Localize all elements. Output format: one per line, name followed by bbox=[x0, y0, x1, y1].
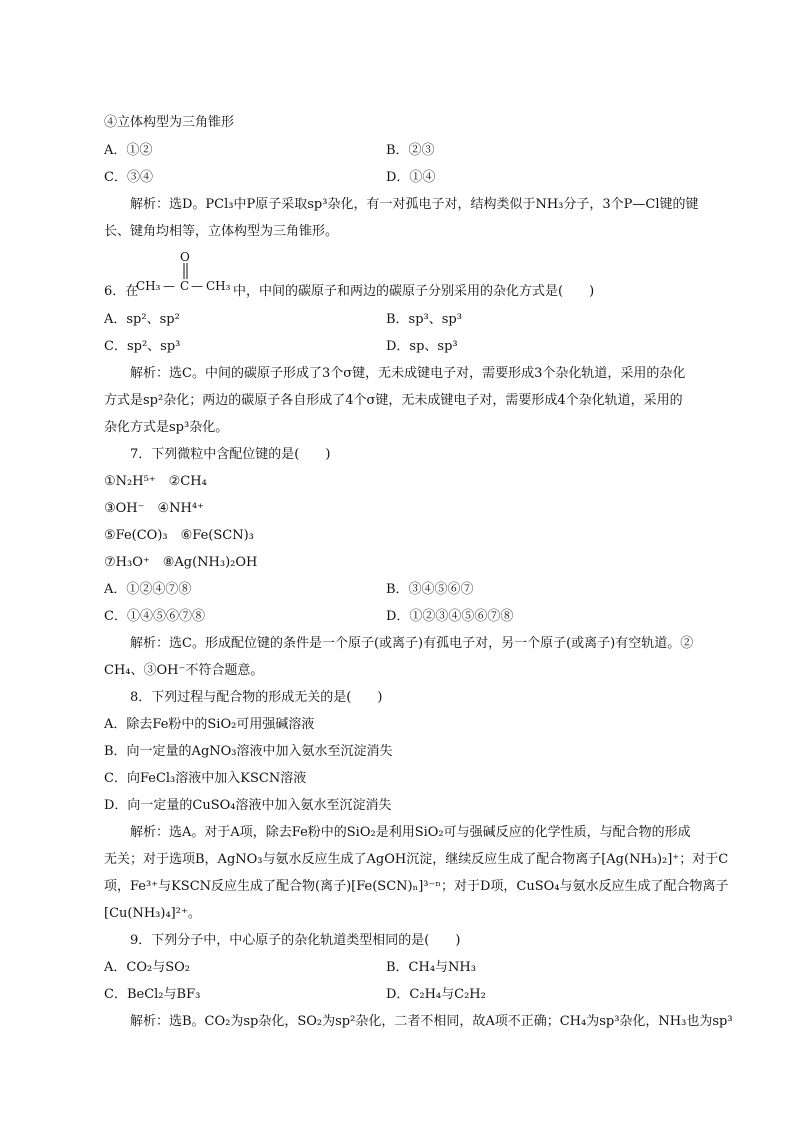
q5-answer-line-1: 解析：选D。PCl₃中P原子采取sp³杂化，有一对孤电子对，结构类似于NH₃分子，3个P—Cl键的键 bbox=[130, 197, 699, 212]
q6-answer-line-2: 方式是sp²杂化；两边的碳原子各自形成了4个σ键，无未成键电子对，需要形成4个杂化轨道，采用的 bbox=[104, 393, 683, 408]
q8-answer-line-3: 项，Fe³⁺与KSCN反应生成了配合物(离子)[Fe(SCN)ₙ]³⁻ⁿ；对于D项，CuSO₄与氨水反应生成了配合物离子 bbox=[104, 879, 729, 894]
q8-answer-line-4: [Cu(NH₃)₄]²⁺。 bbox=[104, 906, 201, 921]
q6-option-b: B．sp³、sp³ bbox=[386, 312, 462, 327]
q6-stem-suffix: 中，中间的碳原子和两边的碳原子分别采用的杂化方式是( ) bbox=[233, 284, 595, 299]
q8-stem: 8．下列过程与配合物的形成无关的是( ) bbox=[130, 690, 383, 705]
q6-answer-line-1: 解析：选C。中间的碳原子形成了3个σ键，无未成键电子对，需要形成3个杂化轨道，采用的杂化 bbox=[130, 366, 686, 381]
q7-option-d: D．①②③④⑤⑥⑦⑧ bbox=[386, 609, 514, 624]
q7-species-line-4: ⑦H₃O⁺ ⑧Ag(NH₃)₂OH bbox=[104, 555, 258, 570]
q5-option-d: D．①④ bbox=[386, 170, 436, 185]
q6-option-c: C．sp²、sp³ bbox=[104, 339, 181, 354]
q6-option-d: D．sp、sp³ bbox=[386, 339, 458, 354]
q7-option-a: A．①②④⑦⑧ bbox=[104, 582, 192, 597]
q9-option-d: D．C₂H₄与C₂H₂ bbox=[386, 987, 486, 1002]
structure-left-bond: — bbox=[163, 279, 175, 293]
structure-oxygen: O bbox=[180, 250, 190, 264]
structure-carbonyl-carbon: C bbox=[180, 279, 190, 293]
q6-option-a: A．sp²、sp² bbox=[104, 312, 180, 327]
q8-answer-line-1: 解析：选A。对于A项，除去Fe粉中的SiO₂是利用SiO₂可与强碱反应的化学性质，与配合物的形成 bbox=[130, 825, 691, 840]
q5-option-c: C．③④ bbox=[104, 170, 153, 185]
q7-species-line-3: ⑤Fe(CO)₃ ⑥Fe(SCN)₃ bbox=[104, 528, 254, 543]
q7-option-b: B．③④⑤⑥⑦ bbox=[386, 582, 474, 597]
double-bond-icon bbox=[182, 263, 190, 279]
q9-option-c: C．BeCl₂与BF₃ bbox=[104, 987, 201, 1002]
q8-option-b: B．向一定量的AgNO₃溶液中加入氨水至沉淀消失 bbox=[104, 744, 393, 759]
structure-right-methyl: CH₃ bbox=[206, 279, 231, 293]
structure-left-methyl: CH₃ bbox=[136, 279, 161, 293]
q7-species-line-1: ①N₂H⁵⁺ ②CH₄ bbox=[104, 474, 207, 489]
q9-option-a: A．CO₂与SO₂ bbox=[104, 960, 190, 975]
q8-answer-line-2: 无关；对于选项B，AgNO₃与氨水反应生成了AgOH沉淀，继续反应生成了配合物离子[Ag(NH₃)₂]⁺；对于C bbox=[104, 852, 729, 867]
q8-option-a: A．除去Fe粉中的SiO₂可用强碱溶液 bbox=[104, 717, 315, 732]
structure-right-bond: — bbox=[191, 279, 203, 293]
q8-option-c: C．向FeCl₃溶液中加入KSCN溶液 bbox=[104, 771, 307, 786]
q6-stem-prefix: 6．在 bbox=[104, 284, 139, 299]
acetone-structure bbox=[136, 250, 232, 294]
q7-species-line-2: ③OH⁻ ④NH⁴⁺ bbox=[104, 501, 204, 516]
q5-answer-line-2: 长、键角均相等，立体构型为三角锥形。 bbox=[104, 224, 339, 239]
q6-answer-line-3: 杂化方式是sp³杂化。 bbox=[104, 420, 229, 435]
q9-option-b: B．CH₄与NH₃ bbox=[386, 960, 476, 975]
q9-stem: 9．下列分子中，中心原子的杂化轨道类型相同的是( ) bbox=[130, 933, 461, 948]
q7-answer-line-2: CH₄、③OH⁻不符合题意。 bbox=[104, 663, 264, 678]
q7-answer-line-1: 解析：选C。形成配位键的条件是一个原子(或离子)有孤电子对，另一个原子(或离子)有空轨道。② bbox=[130, 636, 694, 651]
q9-answer-line-1: 解析：选B。CO₂为sp杂化，SO₂为sp²杂化，二者不相同，故A项不正确；CH₄为sp³杂化，NH₃也为sp³ bbox=[130, 1014, 733, 1029]
q8-option-d: D．向一定量的CuSO₄溶液中加入氨水至沉淀消失 bbox=[104, 798, 392, 813]
q7-option-c: C．①④⑤⑥⑦⑧ bbox=[104, 609, 205, 624]
q5-option-b: B．②③ bbox=[386, 143, 435, 158]
q7-stem: 7．下列微粒中含配位键的是( ) bbox=[130, 447, 331, 462]
q5-item-4: ④立体构型为三角锥形 bbox=[104, 115, 235, 130]
q5-option-a: A．①② bbox=[104, 143, 153, 158]
